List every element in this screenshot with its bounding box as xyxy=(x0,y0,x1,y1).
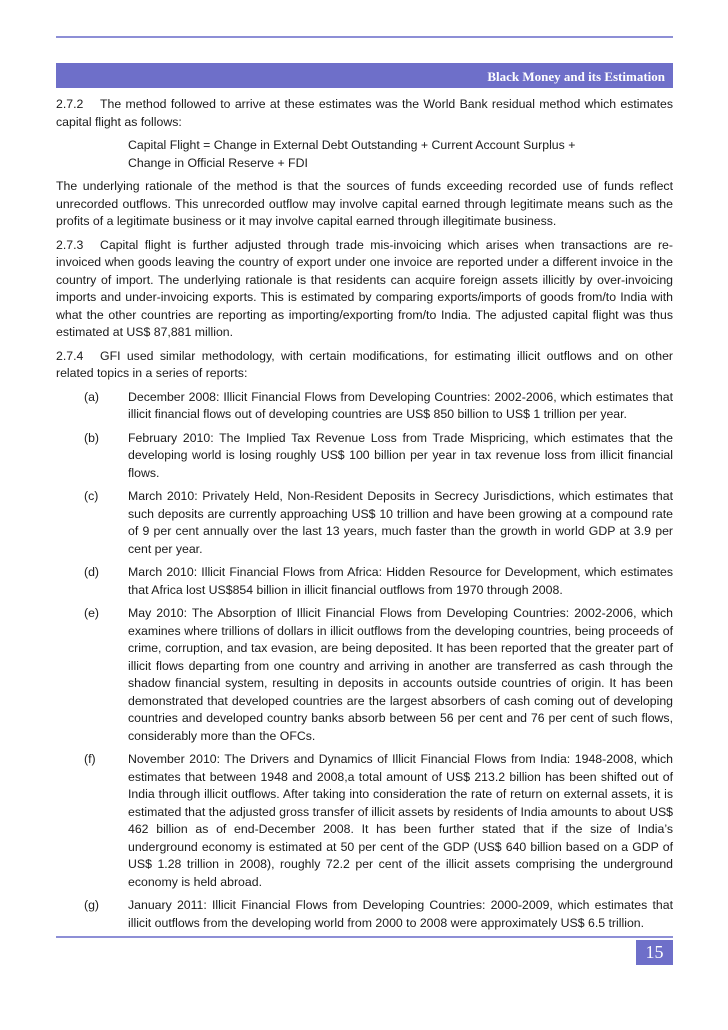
paragraph-2-7-2 xyxy=(56,96,673,131)
paragraph-2-7-3 xyxy=(56,237,673,342)
list-text: February 2010: The Implied Tax Revenue Loss from Trade Mispricing, which estimates that the developing world is losing roughly US$ 100 billion per year in tax revenue loss from illicit financial flows. xyxy=(128,430,673,480)
formula-line: Change in Official Reserve + FDI xyxy=(128,155,308,170)
list-label: (f) xyxy=(84,752,96,766)
list-label: (g) xyxy=(84,898,100,912)
list-label: (c) xyxy=(84,489,99,503)
rationale-paragraph: The underlying rationale of the method is that the sources of funds exceeding recorded use of funds reflect unrecorded outflows. This unrecorded outflow may involve capital earned through legitimate means such as the profits of a legitimate business or it may involve capital earned through illegitimate business. xyxy=(56,179,673,228)
list-text: November 2010: The Drivers and Dynamics of Illicit Financial Flows from India: 1948-2008, which estimates that between 1948 and 2008,a total amount of US$ 213.2 billion has been shifted out of India through illicit outflows. After taking into consideration the rate of return on external assets, it is estimated that the adjusted gross transfer of illicit assets by residents of India amounts to about US$ 462 billion as of end-December 2008. It has been further stated that if the size of India’s underground economy is estimated at 50 per cent of the GDP (US$ 640 billion based on a GDP of US$ 1.28 trillion in 2008), roughly 72.2 per cent of the illicit assets comprising the underground economy is held abroad. xyxy=(128,752,673,889)
paragraph-text: The method followed to arrive at these estimates was the World Bank residual method which estimates capital flight as follows: xyxy=(56,97,673,129)
list-label: (b) xyxy=(84,430,100,445)
list-text: May 2010: The Absorption of Illicit Financial Flows from Developing Countries: 2002-2006, which examines where trillions of dollars in illicit outflows from the developing countries, being proceeds of crime, corruption, and tax evasion, are being deposited. It has been reported that the greater part of illicit flows departing from one country and arriving in another are transferred as cash through the shadow financial system, resulting in deposits in accounts outside countries of origin. It has been demonstrated that developed countries are the largest absorbers of cash coming out of developing countries and developed country banks absorb between 56 per cent and 76 per cent of such flows, considerably more than the OFCs. xyxy=(128,606,673,743)
paragraph-text: Capital flight is further adjusted through trade mis-invoicing which arises when transactions are re-invoiced when goods leaving the country of export under one invoice are reported under a different invoice in the country of import. The underlying rationale is that residents can acquire foreign assets illicitly by over-invoicing imports and under-invoicing exports. This is estimated by comparing exports/imports of goods from/to India with what the other countries are reporting as importing/exporting from/to India. The adjusted capital flight was thus estimated at US$ 87,881 million. xyxy=(56,237,673,339)
capital-flight-formula xyxy=(56,137,673,172)
list-item xyxy=(56,605,673,745)
list-label: (d) xyxy=(84,565,100,579)
top-rule xyxy=(56,36,673,38)
section-number: 2.7.4 xyxy=(56,348,84,363)
list-text: March 2010: Privately Held, Non-Resident Deposits in Secrecy Jurisdictions, which estimates that such deposits are currently approaching US$ 10 trillion and have been growing at a compound rate of 9 per cent annually over the last 13 years, much faster than the growth in world GDP at 3.9 per cent per year. xyxy=(128,489,673,556)
bottom-rule xyxy=(56,936,673,938)
list-text: December 2008: Illicit Financial Flows from Developing Countries: 2002-2006, which estimates that illicit financial flows out of developing countries are US$ 850 billion to US$ 1 trillion per year. xyxy=(128,389,673,421)
header-title: Black Money and its Estimation xyxy=(487,69,665,84)
list-item xyxy=(56,430,673,483)
page-number: 15 xyxy=(636,940,673,965)
list-text: January 2011: Illicit Financial Flows from Developing Countries: 2000-2009, which estimates that illicit outflows from the developing world from 2000 to 2008 were approximately US$ 6.5 trillion. xyxy=(128,898,673,930)
list-item xyxy=(56,564,673,599)
paragraph-2-7-4 xyxy=(56,348,673,383)
page-body xyxy=(56,96,673,938)
formula-line: Capital Flight = Change in External Debt Outstanding + Current Account Surplus + xyxy=(128,138,576,152)
running-header xyxy=(56,63,673,88)
list-item xyxy=(56,897,673,932)
section-number: 2.7.2 xyxy=(56,97,84,111)
list-text: March 2010: Illicit Financial Flows from Africa: Hidden Resource for Development, which estimates that Africa lost US$854 billion in illicit financial outflows from 1970 through 2008. xyxy=(128,565,673,597)
list-item xyxy=(56,389,673,424)
section-number: 2.7.3 xyxy=(56,237,84,252)
paragraph-text: GFI used similar methodology, with certain modifications, for estimating illicit outflows and on other related topics in a series of reports: xyxy=(56,348,673,380)
list-label: (a) xyxy=(84,389,100,404)
list-item xyxy=(56,751,673,891)
list-label: (e) xyxy=(84,606,100,620)
list-item xyxy=(56,488,673,558)
